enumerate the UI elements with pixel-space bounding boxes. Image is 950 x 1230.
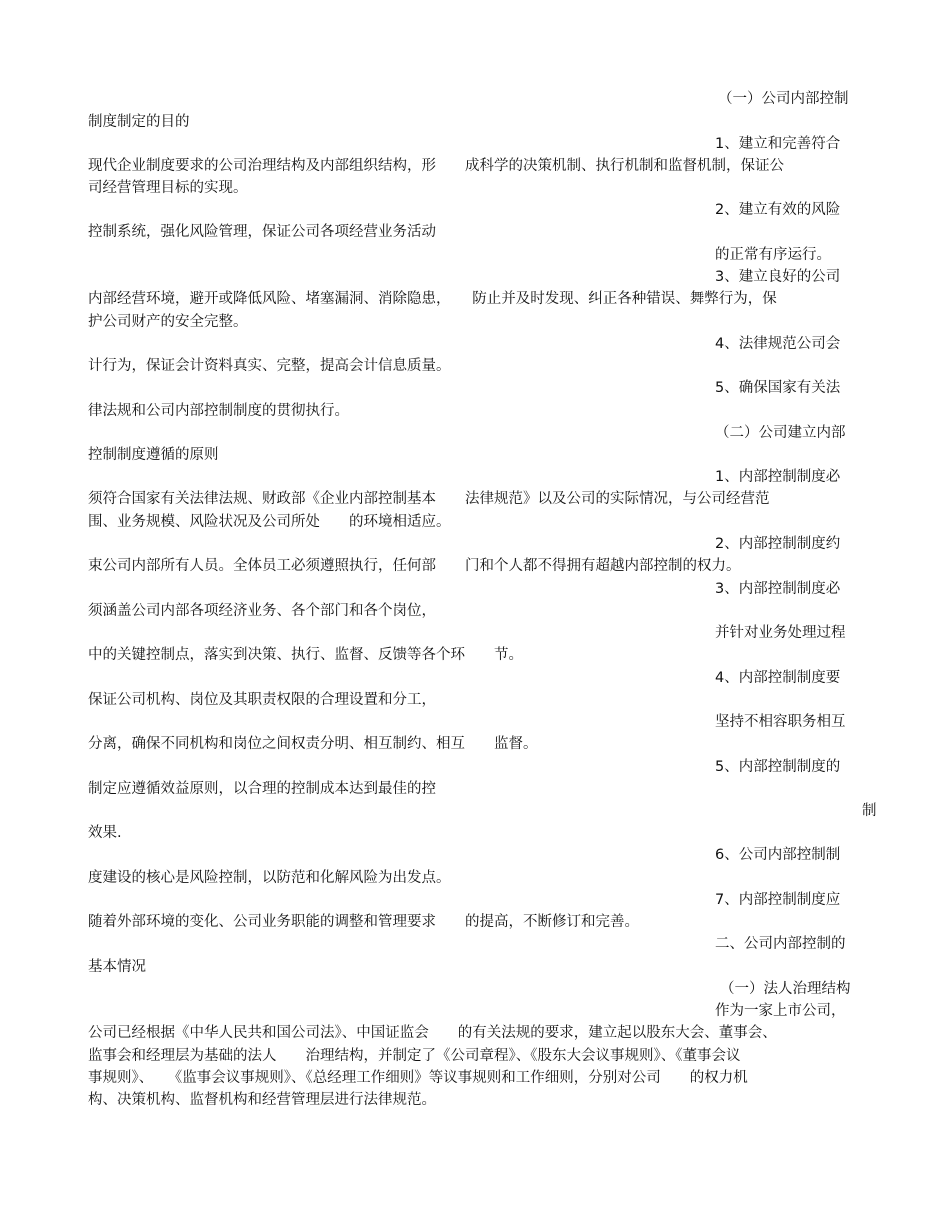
principle-4-line-1: 保证公司机构、岗位及其职责权限的合理设置和分工， [88, 692, 436, 708]
heading-section-1-part-b: 制度制定的目的 [88, 114, 190, 130]
principle-3-start: 3、内部控制制度必 [715, 581, 841, 597]
principle-2-start: 2、内部控制制度约 [715, 536, 841, 552]
principle-5-line-1: 制定应遵循效益原则，以合理的控制成本达到最佳的控 [88, 781, 436, 797]
heading-part-2-b: 基本情况 [88, 959, 146, 975]
item-2-start: 2、建立有效的风险 [715, 202, 841, 218]
heading-section-2-part-b: 控制制度遵循的原则 [88, 447, 219, 463]
principle-2-line-1: 束公司内部所有人员。全体员工必须遵照执行，任何部 门和个人都不得拥有超越内部控制的权力。 [88, 558, 741, 574]
principle-4-line-3: 分离，确保不同机构和岗位之间权责分明、相互制约、相互 监督。 [88, 736, 538, 752]
heading-section-2-part-a: （二）公司建立内部 [715, 425, 846, 441]
principle-4-line-2: 坚持不相容职务相互 [715, 714, 846, 730]
principle-6-line-1: 度建设的核心是风险控制，以防范和化解风险为出发点。 [88, 870, 451, 886]
item-3-line-1: 内部经营环境，避开或降低风险、堵塞漏洞、消除隐患， 防止并及时发现、纠正各种错误、舞弊行为，保 [88, 291, 777, 307]
item-4-start: 4、法律规范公司会 [715, 336, 841, 352]
governance-line-3: 事规则》、 《监事会议事规则》、《总经理工作细则》等议事规则和工作细则，分别对公司 的权力机 [88, 1070, 748, 1086]
item-1-line-1: 现代企业制度要求的公司治理结构及内部组织结构，形 成科学的决策机制、执行机制和监督机制，保证公 [88, 158, 784, 174]
item-5-start: 5、确保国家有关法 [715, 380, 841, 396]
principle-3-line-3: 中的关键控制点，落实到决策、执行、监督、反馈等各个环 节。 [88, 647, 523, 663]
principle-6-start: 6、公司内部控制制 [715, 847, 841, 863]
heading-part-2-a: 二、公司内部控制的 [715, 936, 846, 952]
item-4-line-1: 计行为，保证会计资料真实、完整，提高会计信息质量。 [88, 358, 451, 374]
principle-1-start: 1、内部控制制度必 [715, 469, 841, 485]
principle-1-line-2: 围、业务规模、风险状况及公司所处 的环境相适应。 [88, 514, 451, 530]
item-1-start: 1、建立和完善符合 [715, 136, 841, 152]
principle-3-line-1: 须涵盖公司内部各项经济业务、各个部门和各个岗位， [88, 603, 436, 619]
governance-start: 作为一家上市公司， [715, 1003, 846, 1019]
principle-4-start: 4、内部控制制度要 [715, 670, 841, 686]
governance-line-2: 监事会和经理层为基础的法人 治理结构，并制定了《公司章程》、《股东大会议事规则》、《董事会议 [88, 1048, 741, 1064]
principle-1-line-1: 须符合国家有关法律法规、财政部《企业内部控制基本 法律规范》以及公司的实际情况，与公司经营范 [88, 491, 770, 507]
governance-line-4: 构、决策机构、监督机构和经营管理层进行法律规范。 [88, 1092, 436, 1108]
principle-5-line-3: 效果. [88, 825, 122, 841]
principle-5-line-2: 制 [862, 803, 877, 819]
principle-5-start: 5、内部控制制度的 [715, 759, 841, 775]
item-5-line-1: 律法规和公司内部控制制度的贯彻执行。 [88, 403, 349, 419]
item-3-start: 3、建立良好的公司 [715, 269, 841, 285]
item-2-line-2: 的正常有序运行。 [715, 247, 831, 263]
principle-7-start: 7、内部控制制度应 [715, 892, 841, 908]
heading-governance: （一）法人治理结构 [720, 981, 851, 997]
principle-3-line-2: 并针对业务处理过程 [715, 625, 846, 641]
item-3-line-2: 护公司财产的安全完整。 [88, 314, 248, 330]
heading-section-1-part-a: （一）公司内部控制 [718, 91, 849, 107]
principle-7-line-1: 随着外部环境的变化、公司业务职能的调整和管理要求 的提高，不断修订和完善。 [88, 914, 639, 930]
governance-line-1: 公司已经根据《中华人民共和国公司法》、中国证监会 的有关法规的要求，建立起以股东大会、董事会、 [88, 1025, 777, 1041]
item-1-line-2: 司经营管理目标的实现。 [88, 180, 248, 196]
item-2-line-1: 控制系统，强化风险管理，保证公司各项经营业务活动 [88, 224, 436, 240]
